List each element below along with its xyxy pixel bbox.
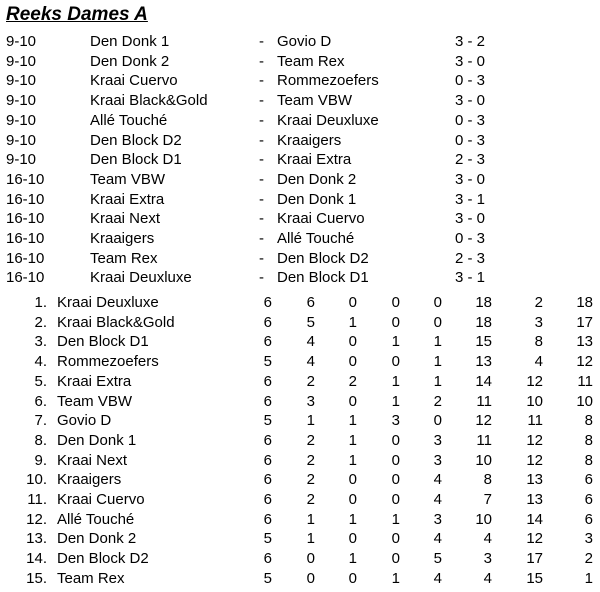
points: 6 [584, 471, 593, 489]
page-title: Reeks Dames A [6, 4, 148, 25]
sets-for: 3 [483, 550, 492, 568]
sets-against: 14 [526, 510, 543, 528]
lost: 1 [433, 333, 442, 351]
played: 6 [263, 372, 272, 390]
sets-for: 18 [475, 294, 492, 311]
rank: 7. [34, 412, 47, 430]
sets-against: 13 [526, 491, 543, 508]
match-score: 3 - 0 [455, 210, 486, 228]
home-team: Kraai Cuervo [90, 72, 178, 90]
team-name: Kraai Next [57, 451, 128, 469]
sets-against: 15 [526, 569, 543, 587]
standings-row [0, 372, 600, 392]
points: 10 [576, 392, 593, 410]
sets-for: 10 [475, 451, 492, 469]
match-dash: - [259, 92, 264, 110]
standings-row [0, 451, 600, 471]
lost: 4 [433, 471, 442, 489]
standings-row [0, 431, 600, 451]
lost-close: 0 [391, 471, 400, 489]
home-team: Kraaigers [90, 230, 155, 247]
match-row [0, 32, 600, 52]
rank: 8. [34, 431, 47, 449]
sets-against: 10 [526, 392, 543, 410]
standings-row [0, 293, 600, 313]
match-score: 0 - 3 [455, 72, 486, 90]
team-name: Govio D [57, 412, 112, 430]
match-date: 9-10 [6, 33, 37, 50]
standings-row [0, 313, 600, 333]
lost: 4 [433, 569, 442, 587]
played: 6 [263, 451, 272, 469]
sets-against: 12 [526, 431, 543, 449]
lost: 1 [433, 353, 442, 371]
sets-for: 4 [483, 530, 492, 548]
match-dash: - [259, 269, 264, 287]
rank: 11. [27, 491, 47, 508]
match-score: 3 - 0 [455, 170, 486, 188]
played: 6 [263, 313, 272, 331]
points: 8 [584, 431, 593, 449]
drawn: 2 [348, 372, 357, 390]
points: 1 [584, 569, 593, 587]
home-team: Den Donk 2 [90, 52, 170, 70]
sets-for: 10 [475, 510, 492, 528]
lost-close: 3 [391, 412, 400, 430]
team-name: Team VBW [57, 392, 133, 410]
lost-close: 1 [391, 569, 400, 587]
drawn: 0 [348, 353, 357, 371]
lost-close: 1 [391, 510, 400, 528]
lost: 3 [433, 431, 442, 449]
drawn: 0 [348, 491, 357, 508]
won: 2 [306, 491, 315, 508]
match-row [0, 170, 600, 190]
match-date: 9-10 [6, 131, 37, 149]
played: 6 [263, 491, 272, 508]
lost-close: 0 [391, 313, 400, 331]
away-team: Govio D [277, 33, 332, 50]
won: 2 [306, 451, 315, 469]
drawn: 1 [348, 313, 357, 331]
sets-for: 18 [475, 313, 492, 331]
points: 12 [576, 353, 593, 371]
sets-against: 12 [526, 530, 543, 548]
points: 11 [577, 372, 593, 390]
won: 0 [306, 550, 315, 568]
team-name: Den Block D2 [57, 550, 149, 568]
home-team: Kraai Black&Gold [90, 92, 208, 110]
rank: 12. [26, 510, 47, 528]
sets-against: 13 [526, 471, 543, 489]
won: 4 [306, 353, 315, 371]
match-score: 3 - 1 [455, 190, 486, 208]
sets-for: 14 [475, 372, 492, 390]
rank: 3. [34, 333, 47, 351]
rank: 10. [26, 471, 47, 489]
won: 1 [306, 510, 315, 528]
standings-row [0, 411, 600, 431]
played: 6 [263, 431, 272, 449]
won: 4 [306, 333, 315, 351]
match-date: 16-10 [6, 269, 45, 287]
lost-close: 1 [391, 372, 400, 390]
sets-against: 2 [534, 294, 543, 311]
standings-row [0, 332, 600, 352]
lost: 4 [433, 491, 442, 508]
won: 1 [306, 530, 315, 548]
home-team: Team Rex [90, 249, 158, 267]
standings-row [0, 569, 600, 589]
points: 8 [584, 451, 593, 469]
drawn: 0 [348, 294, 357, 311]
lost-close: 0 [391, 451, 400, 469]
rank: 4. [34, 353, 47, 371]
points: 17 [576, 313, 593, 331]
away-team: Kraai Cuervo [277, 210, 365, 228]
match-score: 3 - 1 [455, 269, 486, 287]
drawn: 1 [348, 431, 357, 449]
match-dash: - [259, 151, 264, 169]
points: 2 [584, 550, 593, 568]
match-score: 3 - 0 [455, 52, 486, 70]
played: 5 [263, 412, 272, 430]
won: 5 [306, 313, 315, 331]
match-dash: - [259, 170, 264, 188]
drawn: 0 [348, 530, 357, 548]
team-name: Kraaigers [57, 471, 122, 489]
lost-close: 1 [391, 392, 400, 410]
away-team: Allé Touché [277, 230, 355, 247]
match-score: 3 - 0 [455, 92, 486, 110]
sets-for: 4 [483, 569, 492, 587]
played: 5 [263, 530, 272, 548]
played: 6 [263, 333, 272, 351]
team-name: Team Rex [57, 569, 125, 587]
team-name: Rommezoefers [57, 353, 159, 371]
drawn: 0 [348, 471, 357, 489]
lost-close: 0 [391, 353, 400, 371]
home-team: Kraai Deuxluxe [90, 269, 192, 287]
home-team: Den Block D2 [90, 131, 182, 149]
lost: 4 [433, 530, 442, 548]
away-team: Kraai Deuxluxe [277, 111, 379, 129]
match-date: 16-10 [6, 210, 45, 228]
sets-for: 7 [483, 491, 492, 508]
home-team: Den Block D1 [90, 151, 182, 169]
match-date: 16-10 [6, 230, 45, 247]
played: 5 [263, 353, 272, 371]
match-score: 0 - 3 [455, 131, 486, 149]
won: 2 [306, 431, 315, 449]
sets-against: 3 [534, 313, 543, 331]
lost: 1 [433, 372, 442, 390]
home-team: Allé Touché [90, 111, 168, 129]
lost: 0 [433, 412, 442, 430]
match-date: 16-10 [6, 170, 45, 188]
played: 6 [263, 550, 272, 568]
points: 6 [584, 491, 593, 508]
drawn: 0 [348, 333, 357, 351]
won: 2 [306, 471, 315, 489]
played: 5 [263, 569, 272, 587]
match-row [0, 111, 600, 131]
rank: 13. [26, 530, 47, 548]
lost: 0 [433, 294, 442, 311]
away-team: Den Donk 2 [277, 170, 357, 188]
away-team: Team VBW [277, 92, 353, 110]
team-name: Allé Touché [57, 510, 135, 528]
lost: 3 [433, 510, 442, 528]
sets-for: 11 [476, 431, 492, 449]
match-row [0, 268, 600, 288]
standings-row [0, 352, 600, 372]
played: 6 [263, 510, 272, 528]
match-date: 9-10 [6, 52, 37, 70]
match-date: 16-10 [6, 249, 45, 267]
sets-for: 15 [475, 333, 492, 351]
standings-row [0, 490, 600, 510]
match-dash: - [259, 111, 264, 129]
match-dash: - [259, 72, 264, 90]
match-dash: - [259, 52, 264, 70]
match-row [0, 91, 600, 111]
won: 3 [306, 392, 315, 410]
match-dash: - [259, 131, 264, 149]
away-team: Den Block D1 [277, 269, 369, 287]
home-team: Team VBW [90, 170, 166, 188]
sets-against: 8 [534, 333, 543, 351]
sets-against: 12 [526, 372, 543, 390]
rank: 9. [34, 451, 47, 469]
match-row [0, 150, 600, 170]
points: 18 [576, 294, 593, 311]
match-date: 9-10 [6, 151, 37, 169]
sets-for: 13 [475, 353, 492, 371]
lost: 2 [433, 392, 442, 410]
match-score: 2 - 3 [455, 249, 486, 267]
match-date: 9-10 [6, 72, 37, 90]
drawn: 1 [348, 451, 357, 469]
sets-against: 12 [526, 451, 543, 469]
away-team: Kraaigers [277, 131, 342, 149]
match-score: 0 - 3 [455, 111, 486, 129]
sets-against: 11 [527, 412, 543, 430]
match-row [0, 52, 600, 72]
sets-for: 11 [476, 392, 492, 410]
standings-row [0, 549, 600, 569]
away-team: Rommezoefers [277, 72, 379, 90]
rank: 2. [34, 313, 47, 331]
match-row [0, 249, 600, 269]
rank: 6. [34, 392, 47, 410]
won: 1 [306, 412, 315, 430]
match-row [0, 71, 600, 91]
rank: 14. [26, 550, 47, 568]
drawn: 1 [348, 412, 357, 430]
sets-against: 4 [534, 353, 543, 371]
lost-close: 0 [391, 550, 400, 568]
team-name: Den Donk 2 [57, 530, 137, 548]
sets-for: 12 [475, 412, 492, 430]
rank: 1. [34, 294, 47, 311]
match-dash: - [259, 210, 264, 228]
match-dash: - [259, 230, 264, 247]
match-dash: - [259, 33, 264, 50]
team-name: Kraai Black&Gold [57, 313, 175, 331]
away-team: Den Donk 1 [277, 190, 357, 208]
team-name: Den Donk 1 [57, 431, 137, 449]
standings-row [0, 470, 600, 490]
match-score: 3 - 2 [455, 33, 486, 50]
team-name: Den Block D1 [57, 333, 149, 351]
drawn: 0 [348, 392, 357, 410]
played: 6 [263, 392, 272, 410]
match-dash: - [259, 190, 264, 208]
home-team: Kraai Extra [90, 190, 165, 208]
match-date: 9-10 [6, 92, 37, 110]
match-date: 9-10 [6, 111, 37, 129]
match-row [0, 131, 600, 151]
points: 6 [584, 510, 593, 528]
drawn: 1 [348, 510, 357, 528]
lost-close: 0 [391, 491, 400, 508]
team-name: Kraai Extra [57, 372, 132, 390]
lost: 3 [433, 451, 442, 469]
won: 6 [306, 294, 315, 311]
sets-against: 17 [526, 550, 543, 568]
points: 3 [584, 530, 593, 548]
match-row [0, 209, 600, 229]
match-dash: - [259, 249, 264, 267]
away-team: Team Rex [277, 52, 345, 70]
sets-for: 8 [483, 471, 492, 489]
points: 13 [576, 333, 593, 351]
match-score: 0 - 3 [455, 230, 486, 247]
played: 6 [263, 471, 272, 489]
match-row [0, 229, 600, 249]
rank: 5. [34, 372, 47, 390]
lost: 0 [433, 313, 442, 331]
away-team: Kraai Extra [277, 151, 352, 169]
standings-row [0, 529, 600, 549]
points: 8 [584, 412, 593, 430]
standings-row [0, 510, 600, 530]
match-date: 16-10 [6, 190, 45, 208]
lost-close: 1 [391, 333, 400, 351]
match-row [0, 190, 600, 210]
away-team: Den Block D2 [277, 249, 369, 267]
lost-close: 0 [391, 530, 400, 548]
won: 0 [306, 569, 315, 587]
drawn: 1 [348, 550, 357, 568]
standings-row [0, 392, 600, 412]
drawn: 0 [348, 569, 357, 587]
rank: 15. [26, 569, 47, 587]
home-team: Den Donk 1 [90, 33, 170, 50]
lost: 5 [433, 550, 442, 568]
lost-close: 0 [391, 431, 400, 449]
match-score: 2 - 3 [455, 151, 486, 169]
team-name: Kraai Deuxluxe [57, 294, 159, 311]
team-name: Kraai Cuervo [57, 491, 145, 508]
home-team: Kraai Next [90, 210, 161, 228]
won: 2 [306, 372, 315, 390]
lost-close: 0 [391, 294, 400, 311]
played: 6 [263, 294, 272, 311]
